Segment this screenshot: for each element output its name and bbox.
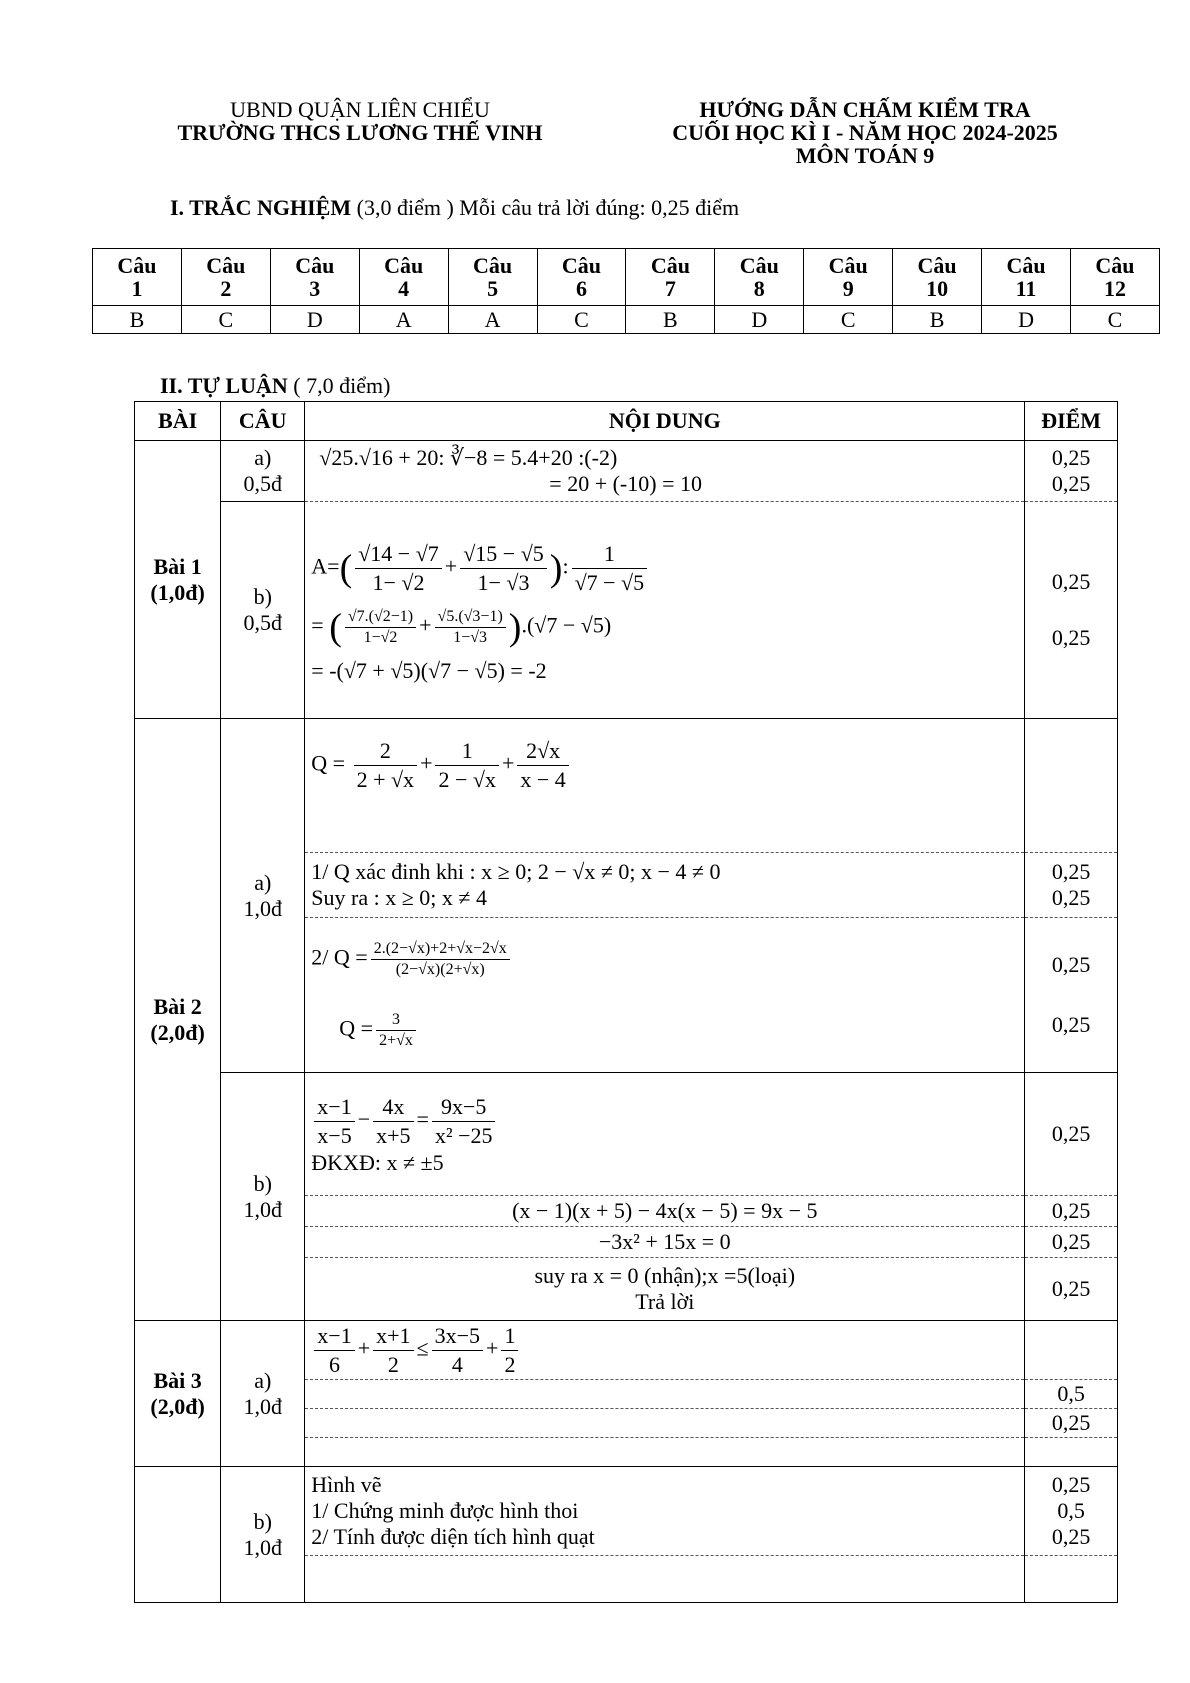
mcq-answer-11: D [982,306,1071,334]
bai2-a-condition [305,853,1025,918]
bai2-b-cau [221,1073,305,1321]
bai2-b-dkxd: ĐKXĐ: x ≠ ±5 [311,1149,444,1175]
bai3-label-cell [135,1321,221,1467]
exam-term: CUỐI HỌC KÌ I - NĂM HỌC 2024-2025 [672,120,1058,145]
bai3-b-l2: 1/ Chứng minh được hình thoi [311,1498,579,1523]
mcq-question-number: 10 [926,276,949,301]
mcq-question-3 [270,249,359,306]
bai1-a-label: a) [254,445,272,470]
mcq-question-number: 3 [309,276,321,301]
bai3-label: Bài 3 [153,1367,202,1393]
mcq-question-number: 2 [220,276,232,301]
bai3-a-pts2: 0,25 [1025,1409,1118,1438]
bai2-a-row1 [135,719,1118,853]
bai2-points: (2,0đ) [150,1019,205,1045]
bai2-a-pts-r2: 0,25 [1051,1012,1091,1037]
bai2-b-row1 [135,1073,1118,1196]
bai1-b-frac1: $\frac{√14 - √7}{1- √2}$ [355,540,442,597]
bai1-a-line2: = 20 + (-10) = 10 [549,471,702,496]
bai2-b-step4a: suy ra x = 0 (nhận);x =5(loại) [534,1263,796,1288]
bai3-b-content [305,1467,1025,1556]
mcq-question-9 [804,249,893,306]
bai1-b-cau [221,502,305,719]
mcq-answer-12: C [1070,306,1159,334]
district-name: UBND QUẬN LIÊN CHIỂU [230,97,490,122]
bai1-b-prefix: A= [311,553,340,579]
bai1-b-points: 0,5đ [243,610,282,635]
mcq-question-label: Câu [206,253,246,278]
section1-heading [170,195,739,221]
essay-grading-table [134,401,1118,1603]
section2-heading [160,373,390,399]
bai3-a-cau [221,1321,305,1467]
mcq-question-number: 8 [753,276,765,301]
mcq-question-number: 5 [487,276,499,301]
bai3-b-pts2: 0,5 [1057,1498,1085,1523]
bai2-label-cell [135,719,221,1321]
mcq-answer-10: B [893,306,982,334]
header-diem: ĐIỂM [1025,402,1118,441]
exam-info [605,98,1125,167]
bai1-b-label: b) [253,584,272,609]
bai2-b-pts1: 0,25 [1051,1121,1091,1146]
bai2-b-pts2: 0,25 [1025,1196,1118,1227]
mcq-header-row [93,249,1160,306]
mcq-question-number: 9 [842,276,854,301]
bai1-a-line1: = 5.4+20 :(-2) [487,445,618,470]
mcq-question-label: Câu [117,253,157,278]
header-noi-dung: NỘI DUNG [305,402,1025,441]
header-bai: BÀI [135,402,221,441]
bai1-b-frac5: $\frac{√5.(√3-1)}{1-√3}$ [435,607,506,648]
mcq-question-8 [715,249,804,306]
bai1-a-cau [221,441,305,502]
mcq-answer-8: D [715,306,804,334]
bai2-a-dk2: Suy ra : x ≥ 0; x ≠ 4 [311,885,487,910]
mcq-answer-9: C [804,306,893,334]
bai3-a-points: 1,0đ [243,1393,282,1419]
mcq-answer-7: B [626,306,715,334]
mcq-answer-6: C [537,306,626,334]
mcq-answer-5: A [448,306,537,334]
mcq-answer-4: A [359,306,448,334]
mcq-question-label: Câu [828,253,868,278]
bai3-b-label: b) [253,1508,272,1534]
mcq-question-label: Câu [561,253,602,278]
section2-note: ( 7,0 điểm) [287,373,391,398]
bai2-a-label: a) [254,869,272,895]
bai2-b-label: b) [253,1170,272,1196]
bai1-a-points: 0,5đ [243,471,282,496]
bai1-b-frac2: $\frac{√15 - √5}{1- √3}$ [460,540,547,597]
mcq-question-11 [982,249,1071,306]
bai1-b-points-cell [1025,502,1118,719]
bai1-a-pts2: 0,25 [1051,471,1091,496]
section1-title: I. TRẮC NGHIỆM [170,195,352,220]
bai3-a-row1 [135,1321,1118,1380]
bai2-a-dk1: 1/ Q xác đinh khi : x ≥ 0; 2 − √x ≠ 0; x − 4 ≠ 0 [311,859,721,884]
bai3-a-inequality: $\frac{x-1}{6}$ + $\frac{x+1}{2}$ ≤ $\frac{3x-5}{4}$ + $\frac{1}{2}$ [305,1321,1025,1380]
mcq-question-label: Câu [1095,253,1135,278]
bai1-b-pts2: 0,25 [1051,625,1091,650]
bai1-b-row [135,502,1118,719]
bai3-b-cau [221,1467,305,1603]
mcq-question-10 [893,249,982,306]
bai3-a-pts1: 0,5 [1025,1380,1118,1409]
mcq-question-12 [1070,249,1159,306]
bai2-b-step4 [305,1258,1025,1321]
bai1-b-line3: = -(√7 + √5)(√7 − √5) = -2 [311,658,547,683]
mcq-answer-table [92,248,1160,334]
mcq-question-1 [93,249,182,306]
mcq-answer-row [93,306,1160,334]
mcq-question-number: 1 [131,276,143,301]
mcq-question-label: Câu [295,253,335,278]
bai3-points: (2,0đ) [150,1393,205,1419]
section1-note: (3,0 điểm ) Mỗi câu trả lời đúng: 0,25 điểm [351,195,740,220]
bai2-label: Bài 2 [153,993,202,1019]
mcq-answer-1: B [93,306,182,334]
mcq-question-number: 11 [1015,276,1037,301]
bai1-b-line1: A=( $\frac{√14 - √7}{1- √2}$ + $\frac{√15 - √5}{1- √3}$ ): $\frac{1}{√7 - √5}$ [311,540,1018,597]
mcq-question-label: Câu [650,253,690,278]
mcq-question-6 [537,249,626,306]
bai1-b-line2: = ( $\frac{√7.(√2-1)}{1-√2}$ + $\frac{√5.(√3-1)}{1-√3}$ ).(√7 − √5) [311,606,612,649]
bai2-a-pts-r1: 0,25 [1051,952,1091,977]
header-cau: CÂU [221,402,305,441]
bai1-b-pts1: 0,25 [1051,569,1091,594]
mcq-answer-3: D [270,306,359,334]
bai2-b-step2: (x − 1)(x + 5) − 4x(x − 5) = 9x − 5 [305,1196,1025,1227]
mcq-question-5 [448,249,537,306]
bai2-b-equation: $\frac{x-1}{x-5}$ − $\frac{4x}{x+5}$ = $\frac{9x-5}{\text{x² −25}}$ ĐKXĐ: x ≠ ±5 [305,1073,1025,1196]
bai1-a-pts1: 0,25 [1051,445,1091,470]
mcq-question-2 [181,249,270,306]
mcq-answer-2: C [181,306,270,334]
bai3-b-points: 1,0đ [243,1534,282,1560]
mcq-question-label: Câu [1006,253,1046,278]
bai1-a-expr: √25.√16 + 20: ∛−8 [319,445,488,470]
mcq-question-4 [359,249,448,306]
bai3-a-label: a) [254,1367,272,1393]
mcq-question-number: 12 [1103,276,1126,301]
bai1-b-frac4: $\frac{√7.(√2-1)}{1-√2}$ [345,607,416,648]
bai1-a-row [135,441,1118,502]
bai1-a-points-cell [1025,441,1118,502]
bai2-b-points: 1,0đ [243,1196,282,1222]
mcq-question-label: Câu [917,253,957,278]
mcq-question-label: Câu [473,253,513,278]
mcq-question-7 [626,249,715,306]
bai2-a-points: 1,0đ [243,895,282,921]
school-info [135,98,585,144]
bai2-b-pts3: 0,25 [1025,1227,1118,1258]
bai1-b-content [305,502,1025,719]
bai2-a-pts-dk1: 0,25 [1051,859,1091,884]
essay-header-row [135,402,1118,441]
bai3-b-row1 [135,1467,1118,1556]
bai3-b-l1: Hình vẽ [311,1472,382,1497]
bai2-b-step3: −3x² + 15x = 0 [305,1227,1025,1258]
bai2-b-step4b: Trả lời [635,1289,695,1314]
bai1-b-frac3: $\frac{1}{√7 - √5}$ [572,540,648,597]
mcq-question-number: 4 [398,276,410,301]
mcq-question-number: 6 [575,276,587,301]
bai2-b-pts4: 0,25 [1025,1258,1118,1321]
exam-title: HƯỚNG DẪN CHẤM KIỂM TRA [699,97,1031,122]
bai1-label: Bài 1 [153,553,202,579]
exam-subject: MÔN TOÁN 9 [795,143,935,168]
bai1-points: (1,0đ) [150,579,205,605]
school-name: TRƯỜNG THCS LƯƠNG THẾ VINH [177,120,543,145]
bai2-a-simplify: 2/ Q = $\frac{2.(2-√x)+2+√x-2√x}{(2-√x)(2+√x)}$ Q = $\frac{3}{2+√x}$ [305,918,1025,1073]
bai2-a-q-expr: Q = $\frac{2}{2 + √x}$ + $\frac{1}{2 - √x}$ + $\frac{2√x}{x - 4}$ [305,719,1025,853]
section2-title: II. TỰ LUẬN [160,373,288,398]
bai2-a-cau [221,719,305,1073]
bai1-label-cell [135,441,221,719]
bai3-b-l3: 2/ Tính được diện tích hình quạt [311,1524,595,1549]
mcq-question-label: Câu [384,253,424,278]
mcq-question-label: Câu [739,253,779,278]
bai3-b-pts1: 0,25 [1051,1472,1091,1497]
bai2-a-pts-dk2: 0,25 [1051,885,1091,910]
mcq-question-number: 7 [664,276,676,301]
bai1-a-content [305,441,1025,502]
bai3-b-pts3: 0,25 [1051,1524,1091,1549]
